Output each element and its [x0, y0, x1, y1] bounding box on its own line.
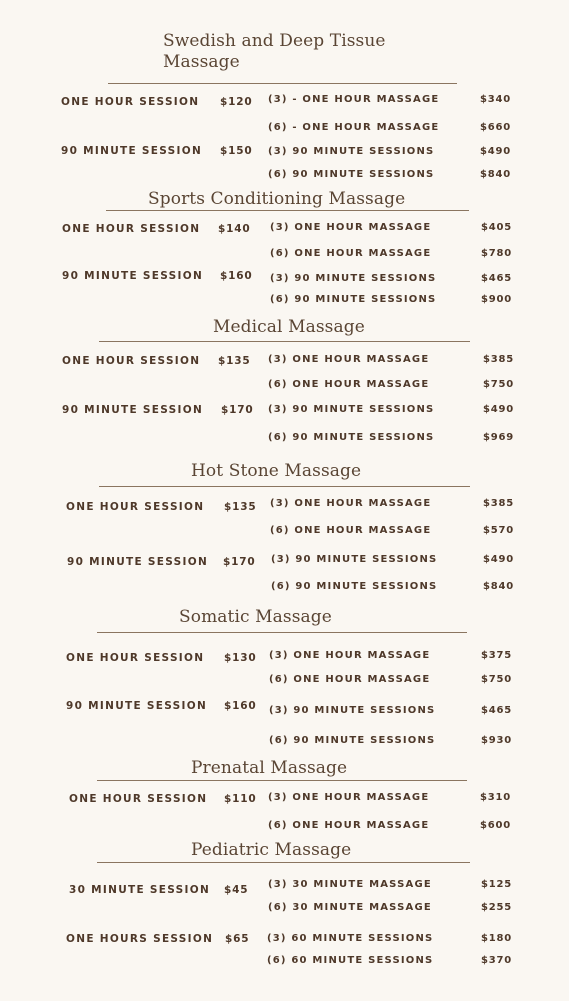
- session-price: $170: [221, 404, 254, 416]
- package-price: $570: [483, 525, 515, 536]
- section-title-sports-conditioning-massage: Sports Conditioning Massage: [148, 189, 406, 209]
- session-label: ONE HOUR SESSION: [66, 501, 205, 513]
- package-price: $600: [480, 820, 512, 831]
- section-divider: [99, 341, 470, 342]
- package-price: $405: [481, 222, 513, 233]
- package-label: (3) 90 MINUTE SESSIONS: [268, 146, 435, 157]
- package-label: (3) 60 MINUTE SESSIONS: [267, 933, 434, 944]
- package-label: (6) 30 MINUTE MASSAGE: [268, 902, 432, 913]
- package-price: $465: [481, 273, 513, 284]
- package-label: (6) ONE HOUR MASSAGE: [270, 248, 432, 259]
- package-price: $385: [483, 498, 515, 509]
- package-price: $340: [480, 94, 512, 105]
- package-label: (6) ONE HOUR MASSAGE: [270, 525, 432, 536]
- package-label: (3) 30 MINUTE MASSAGE: [268, 879, 432, 890]
- package-label: (3) 90 MINUTE SESSIONS: [270, 273, 437, 284]
- package-label: (6) ONE HOUR MASSAGE: [268, 379, 430, 390]
- section-divider: [97, 862, 470, 863]
- session-price: $135: [224, 501, 257, 513]
- session-label: 30 MINUTE SESSION: [69, 884, 211, 896]
- package-price: $490: [480, 146, 512, 157]
- package-price: $180: [481, 933, 513, 944]
- session-price: $65: [225, 933, 250, 945]
- package-label: (6) 90 MINUTE SESSIONS: [269, 735, 436, 746]
- package-label: (6) - ONE HOUR MASSAGE: [268, 122, 440, 133]
- session-label: 90 MINUTE SESSION: [67, 556, 209, 568]
- section-divider: [106, 210, 469, 211]
- session-price: $150: [220, 145, 253, 157]
- package-label: (3) ONE HOUR MASSAGE: [270, 222, 432, 233]
- package-price: $750: [481, 674, 513, 685]
- package-price: $840: [483, 581, 515, 592]
- package-price: $840: [480, 169, 512, 180]
- package-label: (6) ONE HOUR MASSAGE: [268, 820, 430, 831]
- package-label: (3) 90 MINUTE SESSIONS: [268, 404, 435, 415]
- session-price: $140: [218, 223, 251, 235]
- package-price: $780: [481, 248, 513, 259]
- session-label: ONE HOUR SESSION: [62, 223, 201, 235]
- package-price: $750: [483, 379, 515, 390]
- package-price: $125: [481, 879, 513, 890]
- section-title-hot-stone-massage: Hot Stone Massage: [191, 461, 362, 481]
- package-price: $900: [481, 294, 513, 305]
- session-label: 90 MINUTE SESSION: [66, 700, 208, 712]
- section-title-prenatal-massage: Prenatal Massage: [191, 758, 348, 778]
- section-divider: [97, 780, 467, 781]
- package-label: (6) 90 MINUTE SESSIONS: [271, 581, 438, 592]
- section-divider: [108, 83, 457, 84]
- session-label: ONE HOUR SESSION: [66, 652, 205, 664]
- package-price: $490: [483, 554, 515, 565]
- session-label: ONE HOUR SESSION: [69, 793, 208, 805]
- package-label: (6) 60 MINUTE SESSIONS: [267, 955, 434, 966]
- session-label: 90 MINUTE SESSION: [62, 404, 204, 416]
- session-label: ONE HOURS SESSION: [66, 933, 214, 945]
- session-label: 90 MINUTE SESSION: [62, 270, 204, 282]
- session-price: $160: [220, 270, 253, 282]
- package-label: (3) ONE HOUR MASSAGE: [269, 650, 431, 661]
- package-label: (3) - ONE HOUR MASSAGE: [268, 94, 440, 105]
- section-title-medical-massage: Medical Massage: [213, 317, 365, 337]
- package-price: $930: [481, 735, 513, 746]
- session-label: 90 MINUTE SESSION: [61, 145, 203, 157]
- session-label: ONE HOUR SESSION: [61, 96, 200, 108]
- session-price: $120: [220, 96, 253, 108]
- package-price: $370: [481, 955, 513, 966]
- section-divider: [97, 632, 467, 633]
- package-price: $385: [483, 354, 515, 365]
- package-price: $490: [483, 404, 515, 415]
- package-price: $660: [480, 122, 512, 133]
- package-label: (6) 90 MINUTE SESSIONS: [268, 169, 435, 180]
- section-title-swedish-and-deep-tissue-massage: Swedish and Deep Tissue Massage: [163, 31, 386, 72]
- session-price: $130: [224, 652, 257, 664]
- package-price: $375: [481, 650, 513, 661]
- session-price: $45: [224, 884, 249, 896]
- session-price: $160: [224, 700, 257, 712]
- package-label: (3) ONE HOUR MASSAGE: [270, 498, 432, 509]
- package-price: $465: [481, 705, 513, 716]
- session-price: $135: [218, 355, 251, 367]
- session-price: $170: [223, 556, 256, 568]
- package-label: (3) 90 MINUTE SESSIONS: [269, 705, 436, 716]
- package-price: $969: [483, 432, 515, 443]
- package-label: (6) 90 MINUTE SESSIONS: [268, 432, 435, 443]
- package-label: (3) ONE HOUR MASSAGE: [268, 354, 430, 365]
- section-divider: [99, 486, 470, 487]
- package-label: (6) ONE HOUR MASSAGE: [269, 674, 431, 685]
- session-price: $110: [224, 793, 257, 805]
- section-title-pediatric-massage: Pediatric Massage: [191, 840, 352, 860]
- package-label: (3) 90 MINUTE SESSIONS: [271, 554, 438, 565]
- package-price: $255: [481, 902, 513, 913]
- package-label: (3) ONE HOUR MASSAGE: [268, 792, 430, 803]
- section-title-somatic-massage: Somatic Massage: [179, 607, 332, 627]
- package-price: $310: [480, 792, 512, 803]
- session-label: ONE HOUR SESSION: [62, 355, 201, 367]
- package-label: (6) 90 MINUTE SESSIONS: [270, 294, 437, 305]
